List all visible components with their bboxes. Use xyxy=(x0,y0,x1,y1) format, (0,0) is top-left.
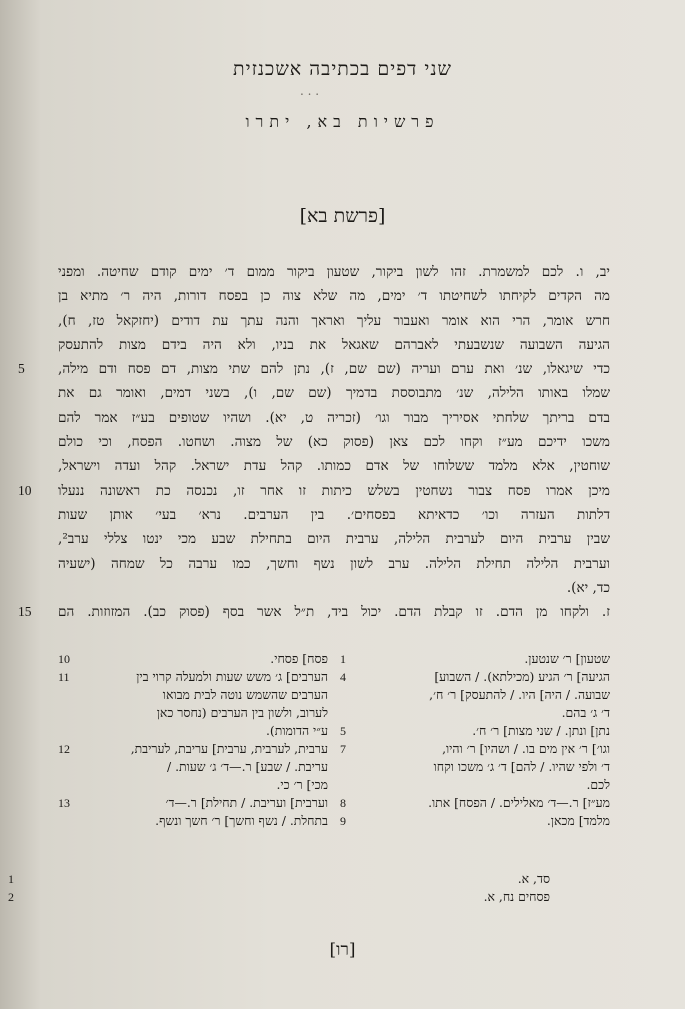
note-text: הערבים] ג׳ משש שעות ולמעלה קרוי בין xyxy=(136,669,328,684)
note-text: שבועה. / היה] היו. / להתעסק] ר׳ ח׳, xyxy=(429,687,610,702)
text-line-content: ז. ולקחו מן הדם. זו קבלת הדם. יכול ביד, ת״ל אשר בסף (פסוק כב). המזוזות. הם xyxy=(58,604,610,621)
note-line-number: 4 xyxy=(340,670,346,684)
note-text: מע״ז] ר.—ד׳ מאלילים. / הפסח] אתו. xyxy=(428,795,610,810)
note-text: וערבית] ועריבת. / תחילת] ר.—ד׳ xyxy=(165,795,328,810)
note-line-number: 11 xyxy=(58,670,70,684)
note-line xyxy=(58,668,328,686)
note-line xyxy=(98,758,328,776)
line-number: 10 xyxy=(18,482,32,498)
note-line xyxy=(98,776,328,794)
note-line xyxy=(380,686,610,704)
note-text: וגו׳] ר׳ אין מים בו. / ושהיו] ר׳ והיו, xyxy=(442,741,610,756)
text-line xyxy=(58,381,610,405)
note-line xyxy=(8,870,550,888)
text-line-content: כד, יא). xyxy=(566,579,610,596)
note-line xyxy=(58,794,328,812)
note-line-number: 13 xyxy=(58,796,70,810)
note-line xyxy=(340,794,610,812)
text-line-content: חרש אומר, הרי הוא אומר ואעבור עליך ואראך והנה עתך עת דודים (יחזקאל טז, ח), xyxy=(58,312,610,329)
note-text: עריבת. / שבע] ר.—ד׳ ג׳ שעות. / xyxy=(166,759,328,774)
text-line xyxy=(58,284,610,308)
text-line xyxy=(58,333,610,357)
note-line xyxy=(340,812,610,830)
text-line xyxy=(18,600,610,624)
note-text: לערוב, ולשון בין הערבים (נחסר כאן xyxy=(156,705,328,720)
line-number: 5 xyxy=(18,361,25,377)
text-line xyxy=(58,430,610,454)
text-line-content: משכו ידיכם מע״ז וקחו לכם צאן (פסוק כא) של מצוה. ושחטו. הפסח, וכי כולם xyxy=(58,434,610,451)
text-line-content: מיכן אמרו פסח צבור נשחטין בשלש כיתות זו אחר זו, נכנסה כת ראשונה ננעלו xyxy=(58,482,610,499)
page-number: [רו] xyxy=(329,940,356,960)
text-line-content: שבין ערבית היום לערבית הלילה, ערבית היום בתחילת שבע מכי ינטו צללי ערב², xyxy=(58,531,610,548)
note-line-number: 12 xyxy=(58,742,70,756)
text-line xyxy=(58,576,610,600)
note-line-number: 7 xyxy=(340,742,346,756)
text-line xyxy=(18,479,610,503)
note-line xyxy=(58,650,328,668)
note-line xyxy=(340,740,610,758)
text-line-content: יב, ו. לכם למשמרת. זהו לשון ביקור, שטעון ביקור ממום ד׳ ימים קודם שחיטה. ומפני xyxy=(58,264,610,280)
note-line-number: 1 xyxy=(8,872,14,886)
text-line xyxy=(58,454,610,478)
note-line xyxy=(8,888,550,906)
note-text: הגיעה] ר׳ הגיע (מכילתא). / השבוע] xyxy=(434,669,610,684)
note-text: ד׳ ג׳ בהם. xyxy=(561,705,610,720)
note-text: ע״י הדומות). xyxy=(265,723,328,738)
line-number: 15 xyxy=(18,604,32,620)
text-line xyxy=(58,552,610,576)
text-line xyxy=(58,406,610,430)
note-text: לכם. xyxy=(586,777,610,792)
text-line xyxy=(58,309,610,333)
note-line xyxy=(340,650,610,668)
header-ornament: . . . xyxy=(300,84,320,98)
section-title: [פרשת בא] xyxy=(299,205,386,227)
note-line xyxy=(98,704,328,722)
note-text: שטעון] ר׳ שנטען. xyxy=(524,651,610,666)
note-text: סד, א. xyxy=(517,871,550,886)
note-line xyxy=(380,704,610,722)
text-line xyxy=(58,260,610,284)
note-line-number: 10 xyxy=(58,652,70,666)
footnotes xyxy=(8,870,550,906)
text-line-content: הגיעה השבועה שנשבעתי לאברהם שאגאל את בניו, ולא היה בידם מצות להתעסק xyxy=(58,336,610,353)
note-line xyxy=(380,758,610,776)
note-text: מלמד] מכאן. xyxy=(546,813,610,828)
text-line xyxy=(58,527,610,551)
note-text: ד׳ ולפי שהיו. / להם] ד׳ ג׳ משכו וקחו xyxy=(433,759,610,774)
text-line-content: שמלו באותו הלילה, שנ׳ מתבוססת בדמיך (שם שם, ו), בשני דמים, ואומר גם את xyxy=(58,385,610,402)
page-header-subtitle: פרשיות בא, יתרו xyxy=(245,112,440,131)
note-line-number: 5 xyxy=(340,724,346,738)
note-line xyxy=(98,722,328,740)
note-line-number: 2 xyxy=(8,890,14,904)
note-line-number: 8 xyxy=(340,796,346,810)
notes-column-left xyxy=(58,650,328,830)
text-line-content: שוחטין, אלא מלמד ששלוחו של אדם כמותו. קהל עדת ישראל. קהל ועדה וישראל, xyxy=(58,458,610,475)
note-line xyxy=(98,812,328,830)
note-line-number: 1 xyxy=(340,652,346,666)
text-line-content: בדם בריתך שלחתי אסיריך מבור וגו׳ (זכריה ט, יא). ושהיו שטופים בע״ז אמר להם xyxy=(58,409,610,426)
note-text: פסח] פסחי. xyxy=(270,651,328,666)
apparatus-notes xyxy=(58,650,610,850)
note-text: בתחלת. / נשף וחשך] ר׳ חשך ונשף. xyxy=(155,813,328,828)
text-line-content: מה הקדים לקיחתו לשחיטתו ד׳ ימים, מה שלא צוה כן בפסח דורות, היה ר׳ מתיא בן xyxy=(58,288,610,305)
text-line xyxy=(18,357,610,381)
note-text: הערבים שהשמש נוטה לבית מבואו xyxy=(162,687,328,702)
text-line xyxy=(58,503,610,527)
note-line xyxy=(98,686,328,704)
note-text: פסחים נח, א. xyxy=(483,889,550,904)
page-header-title: שני דפים בכתיבה אשכנזית xyxy=(233,58,452,80)
note-line xyxy=(380,776,610,794)
note-line xyxy=(340,722,610,740)
note-text: ערבית, לערבית, ערבית] עריבת, לעריבת, xyxy=(130,741,328,756)
text-line-content: וערבית הלילה תחילת הלילה. ערב לשון נשף וחשך, כמו ערבה כל שמחה (ישעיה xyxy=(58,555,610,572)
note-text: נתן] ונתן. / שני מצות] ר׳ ח׳. xyxy=(472,723,610,738)
note-line xyxy=(340,668,610,686)
note-line xyxy=(58,740,328,758)
main-text xyxy=(18,260,610,624)
note-text: מכי] ר׳ כי. xyxy=(276,777,328,792)
text-line-content: דלתות העזרה וכו׳ כדאיתא בפסחים׳. בין הערבים. נרא׳ בעי׳ אותן שעות xyxy=(58,506,610,523)
text-line-content: כדי שיגאלו, שנ׳ ואת ערם ועריה (שם שם, ז), נתן להם שתי מצות, דם פסח ודם מילה, xyxy=(58,361,610,378)
notes-column-right xyxy=(340,650,610,830)
note-line-number: 9 xyxy=(340,814,346,828)
